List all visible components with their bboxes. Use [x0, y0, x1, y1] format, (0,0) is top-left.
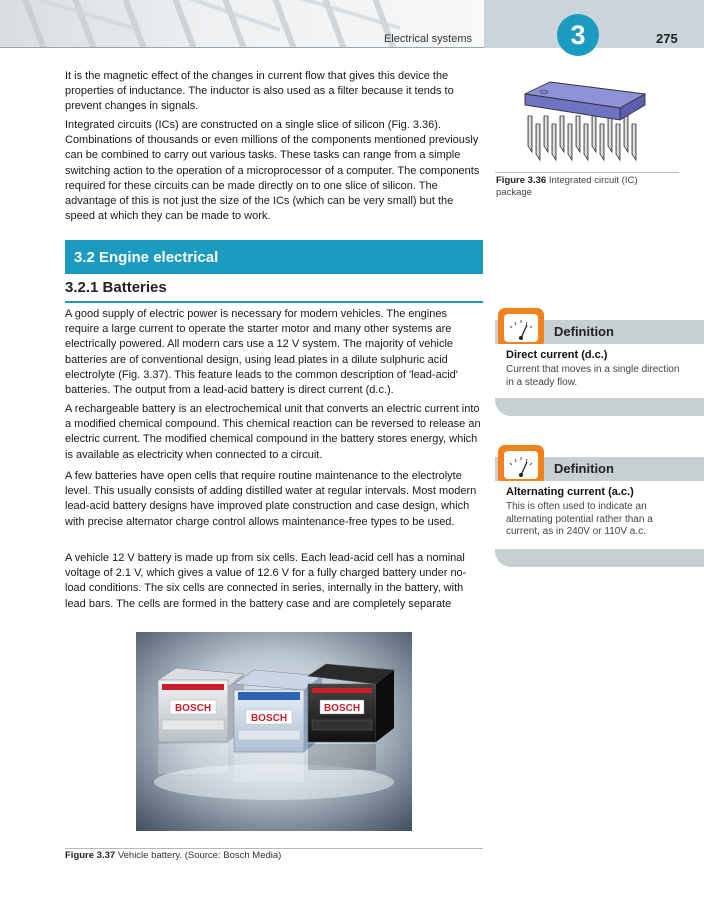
definition-title: Definition	[554, 461, 614, 476]
figure-3-37-rule	[65, 848, 483, 849]
definition-footer	[495, 549, 704, 567]
meter-icon	[498, 308, 544, 348]
battery-right-brand: BOSCH	[323, 703, 361, 714]
intro-paragraph-2: Integrated circuits (ICs) are constructed on a single slice of silicon (Fig. 3.36). Combinations of thousands or even millions of the components mentioned previously can be combined to carry out various tasks. These tasks can range from a simple switching action to the operation of a microprocessor of a computer. The components required for these circuits can be made directly on to one slice of silicon. The advantage of this is not just the size of the ICs (which can be very small) but the speed at which they can be made to work.	[65, 119, 480, 223]
definition-box-dc	[495, 320, 704, 416]
subsection-heading: 3.2.1 Batteries	[65, 279, 167, 296]
figure-3-37-caption: Vehicle battery. (Source: Bosch Media)	[117, 850, 282, 861]
definition-description: This is often used to indicate an alternating potential rather than a current, as in 240V or 110V a.c.	[506, 501, 653, 537]
intro-paragraph-1: It is the magnetic effect of the changes in current flow that gives this device the properties of inductance. The inductor is also used as a filter because it tends to prevent changes in signals.	[65, 70, 454, 113]
meter-icon	[498, 445, 544, 485]
figure-3-36-label: Figure 3.36	[496, 175, 547, 186]
definition-term: Alternating current (a.c.)	[506, 486, 634, 498]
battery-left-brand: BOSCH	[174, 703, 212, 714]
chapter-number-badge: 3	[557, 14, 599, 56]
definition-term: Direct current (d.c.)	[506, 349, 608, 361]
figure-3-36-caption: Integrated circuit (IC) package	[496, 175, 638, 198]
vehicle-battery-photo	[136, 632, 412, 831]
header-rule	[0, 47, 484, 48]
ic-package-illustration	[520, 72, 650, 167]
section-heading-bar	[65, 240, 483, 274]
body-paragraph-2: A rechargeable battery is an electrochemical unit that converts an electric current into a modified chemical compound. This chemical reaction can be reversed to release an electric current. The modified chemical compound in the battery stores energy, which is available as electricity when connected to a circuit.	[65, 403, 481, 461]
battery-center-brand: BOSCH	[250, 713, 288, 724]
body-paragraph-1: A good supply of electric power is necessary for modern vehicles. The engines require a large current to operate the starter motor and many other systems are electrically powered. All modern cars use a 12 V system. The majority of vehicle batteries are of conventional design, using lead plates in a dilute sulphuric acid electrolyte (Fig. 3.37). This feature leads to the common description of 'lead-acid' batteries. The output from a lead-acid battery is direct current (d.c.).	[65, 308, 458, 397]
subsection-heading-block	[65, 279, 483, 303]
body-paragraph-4: A vehicle 12 V battery is made up from six cells. Each lead-acid cell has a nominal voltage of 2.1 V, which gives a value of 12.6 V for a fully charged battery under no-load conditions. The six cells are connected in series, internally in the battery, with lead bars. The cells are formed in the battery case and are completely separate	[65, 552, 467, 610]
definition-content	[495, 344, 704, 398]
section-heading: 3.2 Engine electrical	[74, 249, 219, 266]
definition-box-ac	[495, 457, 704, 567]
figure-3-37-caption-block	[65, 850, 281, 861]
figure-3-36-rule	[495, 172, 679, 173]
battery-right	[308, 664, 394, 742]
running-title: Electrical systems	[383, 33, 472, 45]
definition-footer	[495, 398, 704, 416]
body-paragraph-3: A few batteries have open cells that require routine maintenance to the electrolyte level. This usually consists of adding distilled water at regular intervals. Most modern lead-acid battery designs have improved plate construction and case design, which with precise alternator charge control allows maintenance-free types to be used.	[65, 470, 477, 528]
battery-left	[158, 668, 244, 742]
definition-content	[495, 481, 704, 549]
figure-3-37-label: Figure 3.37	[65, 850, 116, 861]
definition-title: Definition	[554, 324, 614, 339]
figure-3-36-caption-block	[496, 175, 676, 199]
page-number: 275	[656, 31, 678, 46]
definition-description: Current that moves in a single direction in a steady flow.	[506, 364, 680, 388]
